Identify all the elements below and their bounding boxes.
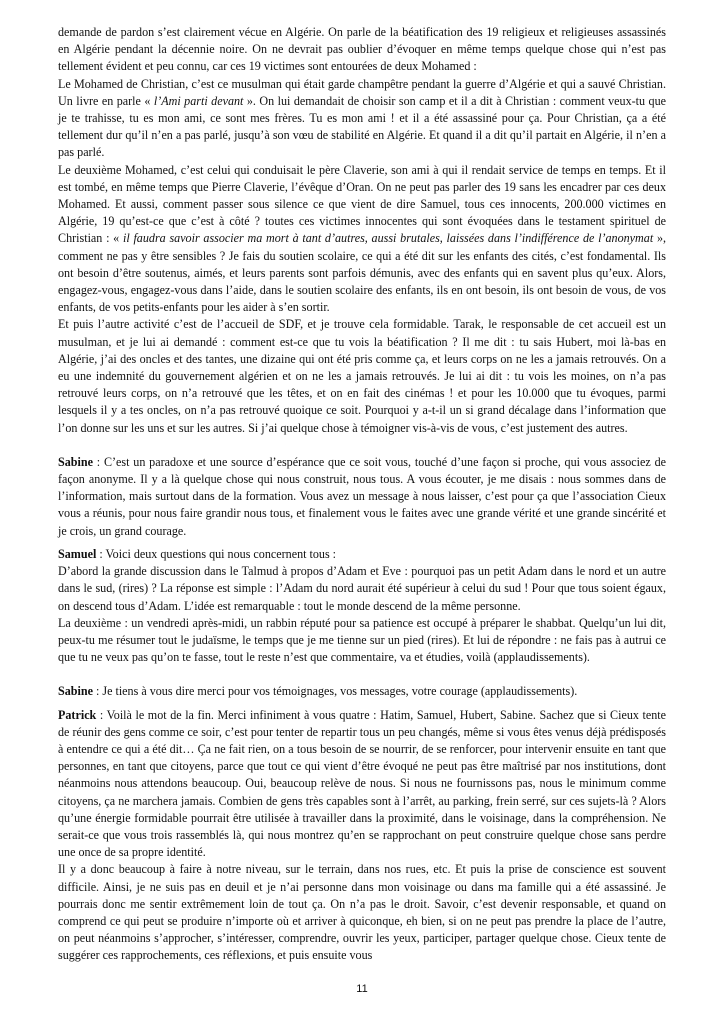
sabine-thanks bbox=[58, 683, 666, 700]
paragraph bbox=[58, 563, 666, 615]
speaker-name: Patrick bbox=[58, 707, 97, 722]
paragraph bbox=[58, 24, 666, 76]
speech-text: : Voilà le mot de la fin. Merci infiniment à vous quatre : Hatim, Samuel, Hubert, Sabine. Sachez que si Cieux tente de réunir des gens comme ce soir, c’est pour tenter de repartir tous un peu changés, même si vous êtes venus déjà prédisposés à entendre ce qui a été dit… Ça ne fait rien, on a tous besoin de se nourrir, de se renforcer, pour intervenir ensuite en tant que personnes, en tant que citoyens, parce que tout ce qui vient d’être évoqué ne peut pas être maîtrisé par nos institutions, dont néanmoins nous attendons beaucoup. Oui, beaucoup relève de nous. Si nous ne fournissons pas, nous le minimum comme citoyens, ça ne marchera jamais. Combien de gens très capables sont à l’arrêt, au parking, frein serré, sur ces sujets-là ? Alors qu’une énergie formidable pourrait être utilisée à travailler dans la proximité, dans le voisinage, dans la compréhension. Ne serait-ce que vous trois rassemblés là, qui nous montrez qu’en se rapprochant on peut construire quelque chose sans perdre une once de sa propre identité. bbox=[58, 707, 666, 860]
speech-text: D’abord la grande discussion dans le Talmud à propos d’Adam et Eve : pourquoi pas un petit Adam dans le nord et un autre dans le sud, (rires) ? La réponse est simple : l’Adam du nord aurait été supérieur à celui du sud ! Pour que tous soient égaux, on descend tous d’Adam. L’idée est remarquable : tout le monde descend de la même personne. bbox=[58, 564, 666, 613]
paragraph-text: Le Mohamed de Christian, c’est ce musulman qui était garde champêtre pendant la guerre d’Algérie et qui a sauvé Christian. Un livre en parle « bbox=[58, 76, 666, 108]
testament-quote: il faudra savoir associer ma mort à tant d’autres, aussi brutales, laissées dans l’indifférence de l’anonymat bbox=[122, 231, 654, 246]
paragraph-text: demande de pardon s’est clairement vécue en Algérie. On parle de la béatification des 19 religieux et religieuses assassinés en Algérie pendant la décennie noire. On ne devrait pas oublier d’évoquer en même temps quelque chose qui n’est pas tellement évident et peu connu, car ces 19 victimes sont entourées de deux Mohamed : bbox=[58, 25, 666, 74]
paragraph bbox=[58, 707, 666, 862]
paragraph bbox=[58, 615, 666, 667]
patrick-closing bbox=[58, 707, 666, 965]
speaker-name: Sabine bbox=[58, 684, 93, 699]
paragraph bbox=[58, 316, 666, 436]
speaker-name: Sabine bbox=[58, 454, 93, 469]
speech-text: Il y a donc beaucoup à faire à notre niveau, sur le terrain, dans nos rues, etc. Et puis la prise de conscience est souvent difficile. Ainsi, je ne suis pas en deuil et je n’ai personne dans mon voisinage ou dans ma famille qui a été assassiné. Je pourrais donc me sentir extrêmement loin de tout ça. On n’a pas le droit. Savoir, c’est devenir responsable, et quand on comprend ce qui peut se produire n’importe où et arriver à quiconque, eh bien, si on ne peut pas prendre la place de l’autre, on peut néanmoins s’approcher, s’intéresser, comprendre, ouvrir les yeux, participer, partager quelque chose. Cieux tente de suggérer ces rapprochements, ces réflexions, et puis ensuite vous bbox=[58, 862, 666, 963]
speech-text: : Je tiens à vous dire merci pour vos témoignages, vos messages, votre courage (applaudissements). bbox=[92, 684, 578, 699]
speaker-name: Samuel bbox=[58, 546, 97, 561]
paragraph-text: ». On lui demandait de choisir son camp et il a dit à Christian : comment veux-tu que je te trahisse, tu es mon ami, ce sont mes frères. Tu es mon ami ! et il a été assassiné pour ça. Pour Christian, ça a été tellement dur qu’il n’en a pas parlé, jusqu’à son vœu de stabilité en Algérie. Et quand il a dit qu’il partait en Algérie, il n’en a pas parlé. bbox=[58, 93, 666, 160]
paragraph bbox=[58, 76, 666, 162]
paragraph-text: », comment ne pas y être sensibles ? Je fais du soutien scolaire, ce qui a été dit sur les enfants des cités, c’est fondamental. Ils ont besoin d’être soutenus, aimés, et leurs parents sont parfois démunis, avec des enfants qui en savent plus qu’eux. Alors, engagez-vous, engagez-vous dans l’aide, dans le soutien scolaire des enfants, ils en ont besoin, ils ont besoin de vous, de vos enfants, de vos petits-enfants pour les aider à s’en sortir. bbox=[58, 231, 667, 315]
speech-text: : Voici deux questions qui nous concernent tous : bbox=[96, 546, 337, 561]
book-title: l’Ami parti devant bbox=[153, 93, 244, 108]
paragraph bbox=[58, 861, 666, 964]
samuel-intervention bbox=[58, 546, 666, 666]
paragraph bbox=[58, 546, 666, 563]
paragraph bbox=[58, 162, 666, 317]
speech-text: : C’est un paradoxe et une source d’espérance que ce soit vous, touché d’une façon si proche, qui vous associez de façon anonyme. Il y a là quelque chose qui nous construit, nous tous. A vous écouter, je me disais : nous sommes dans de l’information, mais surtout dans de la formation. Vous avez un message à nous laisser, c’est pour ça que l’association Cieux vous a réunis, pour nous faire grandir nous tous, et finalement vous le faites avec une grande vérité et une grande sincérité et je crois, un grand courage. bbox=[58, 454, 666, 538]
paragraph-text: Et puis l’autre activité c’est de l’accueil de SDF, et je trouve cela formidable. Tarak, le responsable de cet accueil est un musulman, et je lui ai demandé : comment est-ce que tu vois la béatification ? Il me dit : tu sais Hubert, moi là-bas en Algérie, j’ai des oncles et des tantes, une dizaine qui ont été pris comme ça, et leurs corps on ne les a jamais retrouvés. On a eu une indemnité du gouvernement algérien et on ne les a jamais retrouvés. Je lui ai dit : tu vois les moines, on n’a pas retrouvé leurs corps, on n’a retrouvé que les têtes, et on en fait des cinémas ! et pour les 10.000 que tu évoques, parmi lesquels il y a tes oncles, on n’a pas retrouvé quoique ce soit. Pourquoi y a-t-il un si grand décalage dans l’information que l’on donne sur les uns et sur les autres. Si j’ai quelque chose à témoigner vis-à-vis de vous, c’est justement des autres. bbox=[58, 317, 666, 435]
hubert-testimony bbox=[58, 24, 666, 437]
speech-text: La deuxième : un vendredi après-midi, un rabbin réputé pour sa patience est occupé à préparer le shabbat. Quelqu’un lui dit, peux-tu me résumer tout le judaïsme, le temps que je me tienne sur un pied (rires). Et lui de répondre : ne fais pas à autrui ce que tu ne veux pas qu’on te fasse, tout le reste n’est que commentaire, va et étudies, voilà (applaudissements). bbox=[58, 615, 666, 665]
page-number: 11 bbox=[356, 983, 368, 995]
sabine-intervention bbox=[58, 454, 666, 540]
paragraph-text: Le deuxième Mohamed, c’est celui qui conduisait le père Claverie, son ami à qui il rendait service de temps en temps. Et il est tombé, en même temps que Pierre Claverie, l’évêque d’Oran. On ne peut pas parler des 19 sans les encadrer par ces deux Mohamed. Et aussi, comment passer sous silence ce que vient de dire Samuel, tous ces innocents, 200.000 victimes en Algérie, 19 qu’est-ce que c’est à côté ? toutes ces victimes innocentes qui sont évoquées dans le testament spirituel de Christian : « bbox=[58, 162, 666, 246]
